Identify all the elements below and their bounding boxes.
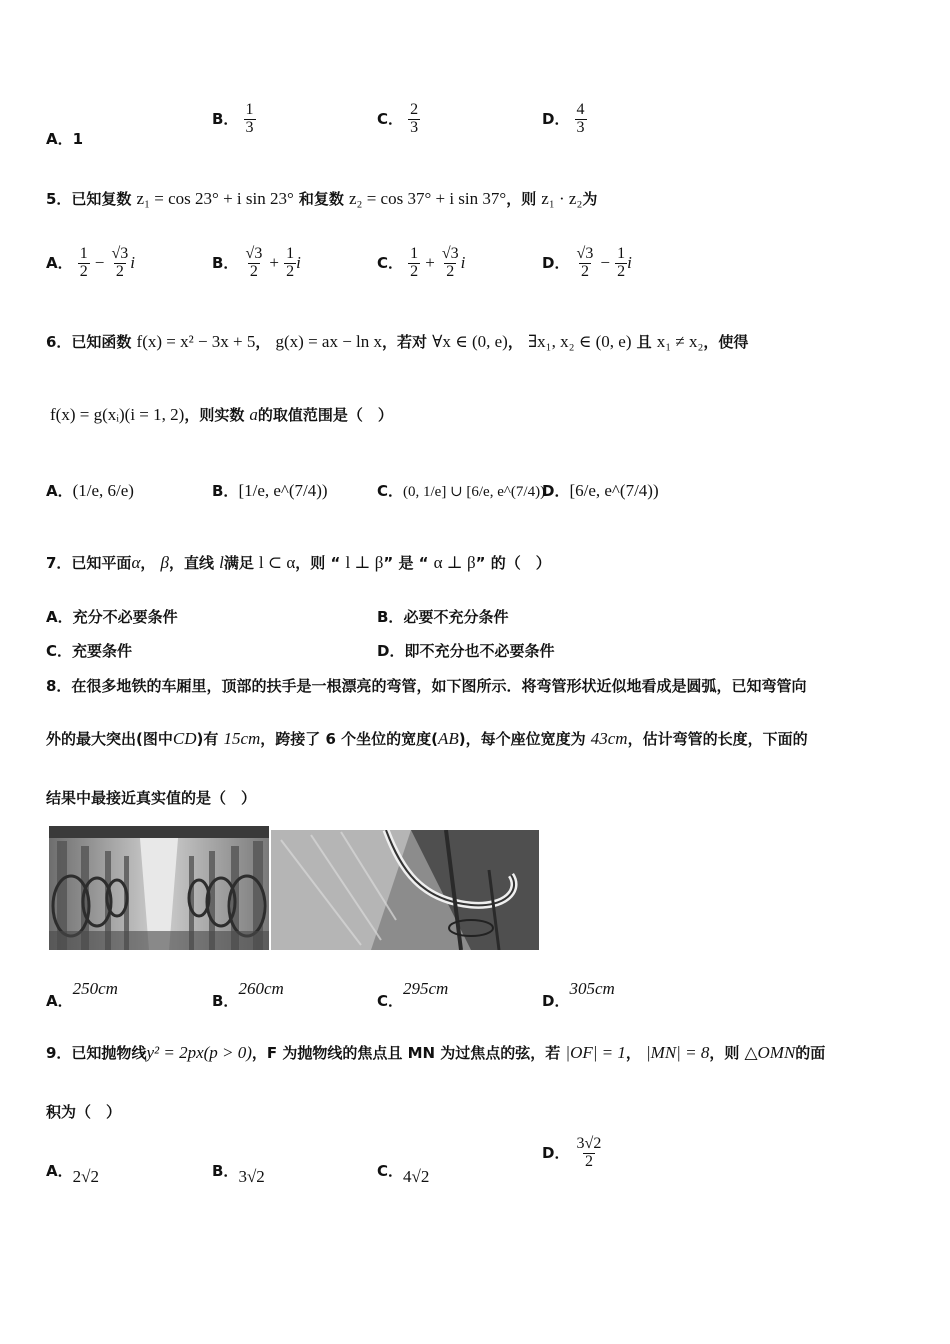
q5-stem: 5．已知复数 z₁ = cos 23° + i sin 23° 和复数 z₂ = cos 37° + i sin 37°，则 z₁ · z₂为 [46, 189, 598, 208]
q8-option-a: A．250cm [46, 979, 118, 1010]
subway-car-photo-left [49, 826, 269, 950]
q9-option-c: C．4√2 [377, 1162, 430, 1186]
q9-stem-line1: 9．已知抛物线y² = 2px(p > 0)，F 为抛物线的焦点且 MN 为过焦点的弦，若 |OF| = 1， |MN| = 8，则 △OMN的面 [46, 1043, 826, 1062]
q9-stem-line2: 积为（ ） [46, 1103, 122, 1121]
q9-option-b: B．3√2 [212, 1162, 265, 1186]
q9-option-d: D． $\frac{3√2}{2}$ [542, 1135, 602, 1170]
q4-option-d: D． $\frac{4}{3}$ [542, 101, 585, 136]
q8-stem-line3: 结果中最接近真实值的是（ ） [46, 789, 257, 807]
q7-option-a: A．充分不必要条件 [46, 608, 178, 626]
q5-option-b: B． $\frac{√3}{2}$ + $\frac{1}{2}$ i [212, 245, 301, 280]
q9-option-a: A．2√2 [46, 1162, 99, 1186]
q4-option-a: A．1 [46, 130, 84, 148]
curved-handrail-photo-right [271, 830, 539, 950]
q5-option-d: D． $\frac{√3}{2}$ − $\frac{1}{2}$ i [542, 245, 632, 280]
q5-option-c: C． $\frac{1}{2}$ + $\frac{√3}{2}$ i [377, 245, 466, 280]
q7-option-b: B．必要不充分条件 [377, 608, 509, 626]
q8-stem-line2: 外的最大突出(图中CD)有 15cm，跨接了 6 个坐位的宽度(AB)，每个座位宽度为 43cm，估计弯管的长度，下面的 [46, 729, 808, 748]
q5-option-a: A． $\frac{1}{2}$ − $\frac{√3}{2}$ i [46, 245, 135, 280]
q6-stem-line1: 6．已知函数 f(x) = x² − 3x + 5， g(x) = ax − ln x，若对 ∀x ∈ (0, e)， ∃x₁, x₂ ∈ (0, e) 且 x₁ ≠ x₂，使得 [46, 332, 749, 351]
q6-option-a: A．(1/e, 6/e) [46, 481, 134, 500]
q7-option-c: C．充要条件 [46, 642, 133, 660]
q8-option-b: B．260cm [212, 979, 284, 1010]
q8-stem-line1: 8．在很多地铁的车厢里，顶部的扶手是一根漂亮的弯管，如下图所示．将弯管形状近似地看成是圆弧，已知弯管向 [46, 677, 807, 695]
q4-option-b: B． $\frac{1}{3}$ [212, 101, 254, 136]
q6-option-b: B．[1/e, e^(7/4)) [212, 481, 328, 500]
q4-option-c: C． $\frac{2}{3}$ [377, 101, 419, 136]
q7-option-d: D．即不充分也不必要条件 [377, 642, 555, 660]
q8-option-d: D．305cm [542, 979, 615, 1010]
q7-stem: 7．已知平面α， β，直线 l满足 l ⊂ α，则 “ l ⊥ β” 是 “ α ⊥ β” 的（ ） [46, 553, 551, 572]
q6-stem-line2: f(x) = g(xᵢ)(i = 1, 2)，则实数 a的取值范围是（ ） [50, 405, 393, 424]
q6-option-c: C．(0, 1/e] ∪ [6/e, e^(7/4)) [377, 482, 546, 500]
q8-option-c: C．295cm [377, 979, 449, 1010]
q6-option-d: D．[6/e, e^(7/4)) [542, 481, 659, 500]
